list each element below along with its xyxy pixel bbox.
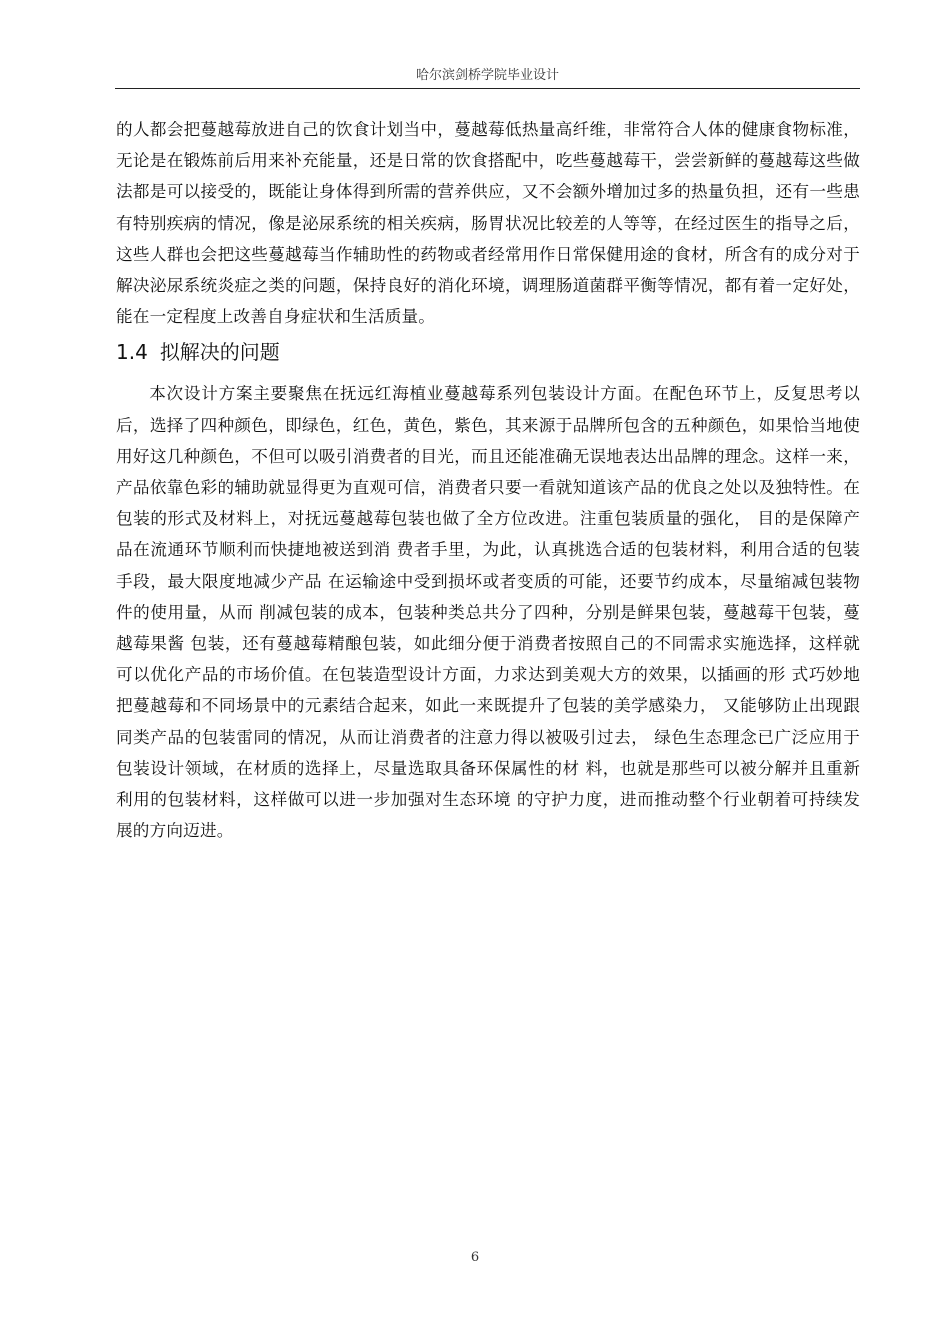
body-paragraph-continued: 的人都会把蔓越莓放进自己的饮食计划当中，蔓越莓低热量高纤维，非常符合人体的健康食物标准，无论是在锻炼前后用来补充能量，还是日常的饮食搭配中，吃些蔓越莓干，尝尝新鲜的蔓越莓这些做法都是可以接受的，既能让身体得到所需的营养供应，又不会额外增加过多的热量负担，还有一些患有特别疾病的情况，像是泌尿系统的相关疾病，肠胃状况比较差的人等等，在经过医生的指导之后，这些人群也会把这些蔓越莓当作辅助性的药物或者经常用作日常保健用途的食材，所含有的成分对于解决泌尿系统炎症之类的问题，保持良好的消化环境，调理肠道菌群平衡等情况，都有着一定好处，能在一定程度上改善自身症状和生活质量。	[116, 120, 860, 327]
section-heading	[116, 334, 860, 370]
page-number: 6	[470, 1250, 480, 1265]
page-header-title: 哈尔滨剑桥学院毕业设计	[415, 68, 559, 83]
header-divider	[115, 88, 860, 89]
section-title: 拟解决的问题	[159, 340, 280, 365]
body-paragraph: 本次设计方案主要聚焦在抚远红海植业蔓越莓系列包装设计方面。在配色环节上，反复思考以后，选择了四种颜色，即绿色，红色，黄色，紫色，其来源于品牌所包含的五种颜色，如果恰当地使用好这几种颜色，不但可以吸引消费者的目光，而且还能准确无误地表达出品牌的理念。这样一来，产品依靠色彩的辅助就显得更为直观可信，消费者只要一看就知道该产品的优良之处以及独特性。在包装的形式及材料上，对抚远蔓越莓包装也做了全方位改进。注重包装质量的强化， 目的是保障产品在流通环节顺利而快捷地被送到消 费者手里，为此，认真挑选合适的包装材料，利用合适的包装手段，最大限度地减少产品 在运输途中受到损坏或者变质的可能，还要节约成本，尽量缩减包装物件的使用量，从而 削减包装的成本，包装种类总共分了四种，分别是鲜果包装，蔓越莓干包装，蔓越莓果酱 包装，还有蔓越莓精酿包装，如此细分便于消费者按照自己的不同需求实施选择，这样就 可以优化产品的市场价值。在包装造型设计方面，力求达到美观大方的效果，以插画的形 式巧妙地把蔓越莓和不同场景中的元素结合起来，如此一来既提升了包装的美学感染力， 又能够防止出现跟同类产品的包装雷同的情况，从而让消费者的注意力得以被吸引过去， 绿色生态理念已广泛应用于包装设计领域，在材质的选择上，尽量选取具备环保属性的材 料，也就是那些可以被分解并且重新利用的包装材料，这样做可以进一步加强对生态环境 的守护力度，进而推动整个行业朝着可持续发展的方向迈进。	[116, 384, 860, 841]
section-number: 1.4	[116, 340, 148, 365]
document-body	[116, 114, 860, 846]
